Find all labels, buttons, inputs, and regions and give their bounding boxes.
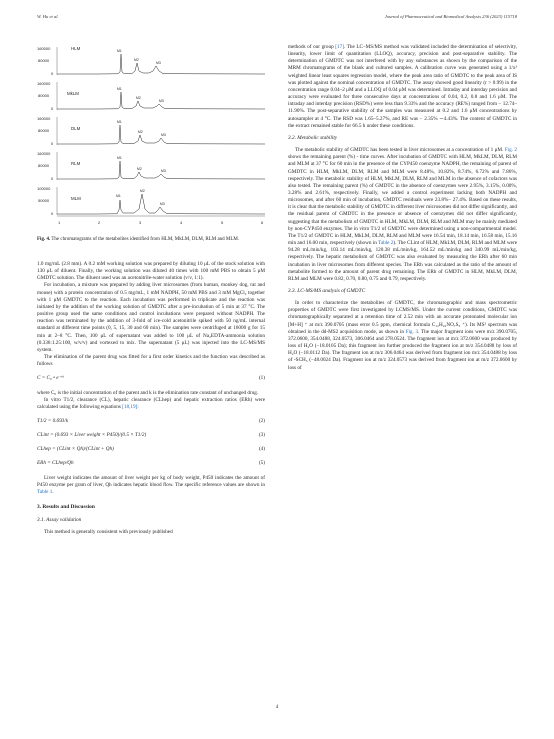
ytick: 0	[51, 106, 54, 111]
paragraph: In vitro T1/2, clearance (CL), hepatic clearance (CLhep) and hepatic extraction ratios (ERh) were calculated using the following equations [18,19]:	[37, 396, 265, 410]
peak-label: M1	[117, 49, 122, 53]
panel-hlm	[37, 46, 265, 76]
subsection-heading: 3.1. Assay validation	[37, 517, 82, 524]
x-axis-ticks	[58, 220, 264, 225]
ytick: 80000	[38, 163, 50, 168]
subsection-heading: 3.3. LC-MS/MS analysis of GMDTC	[288, 288, 366, 294]
ytick: 160000	[37, 151, 51, 156]
panel-label: MLM	[71, 196, 81, 201]
paragraph: This method is generally consistent with previously published	[44, 529, 173, 536]
table-link[interactable]: Table 1	[37, 488, 53, 495]
ytick: 80000	[38, 93, 50, 98]
equation-2: T1/2 = 0.693/k (2)	[37, 417, 265, 424]
citation-link[interactable]: [18,19]	[122, 403, 138, 410]
peak-label: M2	[134, 58, 139, 62]
peak-label: M1	[117, 120, 122, 124]
page-number: 4	[275, 705, 279, 710]
peak-label: M1	[117, 87, 122, 91]
paragraph: Liver weight indicates the amount of liver weight per kg of body weight, P450 indicates the amount of P450 enzyme per gram of liver, Qh indicates hepatic blood flow. The specific reference values are shown in Table 1.	[37, 474, 265, 495]
panel-label: HLM	[71, 46, 81, 51]
peak-label: M2	[138, 130, 143, 134]
peak-label: M3	[159, 99, 164, 103]
peak-label: M3	[161, 169, 166, 173]
xtick: 6	[261, 220, 264, 225]
panel-dlm	[37, 116, 265, 146]
paragraph: The metabolic stability of GMDTC has been tested in liver microsomes at a concentration of 1 μM. Fig. 2 shows the remaining parent (%) - time curves. After incubation of GMDTC with HLM, MkLM, DLM, RLM and MLM at 37 °C for 60 min in the presence of the CYP450 coenzyme NADPH, the remaining of parent of GMDTC in HLM, MkLM, DLM, RLM and MLM were 8.48%, 10.82%, 8.74%, 6.72% and 7.86%, respectively. The metabolic stability of HLM, MkLM, DLM, RLM and MLM in the absence of cofactors was also tested. The remaining parent (%) of GMDTC in the absence of coenzymes were 2.95%, 3.15%, 0.00%, 3.28% and 2.61%, respectively. Finally, we added a control experiment lacking both NADPH and microsomes, and after 60 min of incubation, GMDTC residuals were 23.8%− 27.4%. Based on these results, it is clear that the metabolic stability of GMDTC in different liver microsomes did not differ significantly, and the residual parent of GMDTC in the presence or absence of coenzymes did not differ significantly, suggesting that the metabolism of GMDTC in HLM, MkLM, DLM, RLM and MLM may be mainly mediated by non-CYP450 enzymes. The in vitro T1/2 of GMDTC were determined using a non-compartmental model. The T1/2 of GMDTC in HLM, MkLM, DLM, RLM and MLM were 16.54 min, 18.14 min, 16.58 min, 15.16 min and 16.00 min, respectively (shown in Table 2). The CLint of HLM, MkLM, DLM, RLM and MLM were 94.28 mL/min/kg, 103.14 mL/min/kg, 120.38 mL/min/kg, 164.52 mL/min/kg and 340.99 mL/min/kg, respectively. The hepatic metabolism of GMDTC was also evaluated by measuring the ERh after 60 min incubation in liver microsomes from different species. The ERh was calculated as the ratio of the amount of metabolite formed to the amount of parent drug remaining. The ERh of GMDTC in HLM, MkLM, DLM, RLM and MLM were 0.82, 0.70, 0.80, 0.75 and 0.79, respectively.	[288, 147, 518, 282]
chromatogram-figure	[37, 44, 267, 232]
xtick: 5	[221, 220, 224, 225]
equation-4: CLhep = (CLint × Qh)/(CLint + Qh) (4)	[37, 446, 265, 453]
paragraph: methods of our group [17]. The LC–MS/MS method was validated included the determination of selectivity, linearity, lower limit of quantitation (LLOQ), accuracy, precision and post-separative stability. The determination of GMDTC was not interfered with by any substances as shown by the comparison of the MRM chromatograms of the blank and cultured samples. A calibration curve was generated using a 1/x² weighted linear least squares regression model, where the peak area ratio of GMDTC to the peak area of IS was plotted against the nominal concentration of GMDTC. The assay showed good linearity (r > 0.99) in the concentration range 0.04–2 μM and a LLOQ of 0.04 μM was determined. Intraday and interday precision and accuracy were evaluated for three consecutive days at concentrations of 0.04, 0.2, 0.8 and 1.6 μM. The intraday and interday precision (RSD%) were less than 9.33% and the accuracy (RE%) ranged from − 12.74–11.90%. The post-separative stability of the samples was measured at 0.2 and 1.6 μM concentrations by autosampler at 4 °C. The RSD was 1.65–5.27%, and RE was − 2.35% ∼4.43%. The content of GMDTC in the extract remained stable for 66.5 h under these conditions.	[288, 44, 517, 129]
peak-label: M2	[137, 167, 142, 171]
figure-link[interactable]: Fig. 3	[405, 328, 419, 335]
equation-5: ERh = CLhep/Qh (5)	[37, 460, 265, 467]
running-header-authors: W. Hu et al.	[37, 14, 59, 19]
paragraph: where C₀ is the initial concentration of the parent and k is the elimination rate constant of unchanged drug.	[37, 389, 259, 396]
panel-mklm	[37, 81, 265, 111]
peak-label: M2	[136, 96, 141, 100]
ytick: 160000	[37, 81, 51, 86]
panel-mlm	[37, 186, 265, 216]
panel-label: MkLM	[67, 91, 79, 96]
ytick: 80000	[38, 58, 50, 63]
equation-1: C = C₀ • e⁻ᵏᵗ (1)	[37, 375, 265, 382]
section-heading: 3. Results and Discussion	[37, 504, 95, 511]
paragraph: The elimination of the parent drug was fitted for a first order kinetics and the function was described as follows	[37, 354, 265, 368]
caption-label: Fig. 4.	[37, 237, 51, 242]
peak-label: M1	[117, 156, 122, 160]
peak-label: M3	[156, 61, 161, 65]
ytick: 100000	[37, 186, 51, 191]
paragraph: 1.0 mg/mL (2.8 mm). A 0.2 mM working solution was prepared by diluting 10 μL of the stock solution with 130 μL of diluent. Finally, the working solution was diluted 40 times with 100 mM PBS to obtain 5 μM GMDTC solution. The diluent used was an acetonitrile-water solution (v/v, 1:1).	[37, 261, 265, 282]
paragraph: For incubation, a mixture was prepared by adding liver microsomes (from human, monkey dog, rat and mouse) with a protein concentration of 0.5 mg/mL, 1 mM NADPH, 50 mM PBS and 3 mM MgCl₂ together with 1 μM GMDTC to the reaction. Each incubation was performed in triplicate and the reaction was initiated by the addition of the working solution of GMDTC after a pre-incubation of 5 min at 37 °C. The positive group used the same conditions and control incubations were prepared without NADPH. The reaction was terminated by the addition of 3-fold of ice-cold acetonitrile spiked with 50 ng/mL internal standard at different time points (0, 5, 15, 30 and 60 min). The samples were centrifuged at 16000 g for 15 min at 2–8 °C. Then, 100 μL of supernatant was added to 100 μL of Na₂EDTA-ammonia solution (0.336:1.25:100, w/v/v) and vortexed to mix. The supernatant (5 μL) was injected into the LC-MS/MS system.	[37, 282, 265, 353]
equation-3: CLint = (0.693 × Liver weight × P450)/(0.5 × T1/2) (3)	[37, 432, 265, 439]
table-link[interactable]: Table 2	[378, 240, 394, 247]
peak-label: M2	[140, 189, 145, 193]
xtick: 2	[98, 220, 101, 225]
figure-caption	[37, 237, 265, 244]
running-header-journal: Journal of Pharmaceutical and Biomedical Analysis 236 (2023) 115718	[384, 14, 517, 19]
xtick: 1	[58, 220, 61, 225]
ytick: 80000	[38, 128, 50, 133]
peak-label: M1	[116, 194, 121, 198]
caption-text: The chromatograms of the metabolites identified from HLM, MkLM, DLM, RLM and MLM.	[50, 237, 240, 242]
ytick: 160000	[37, 46, 51, 51]
ytick: 160000	[37, 116, 51, 121]
paragraph: In order to characterize the metabolites of GMDTC, the chromatographic and mass spectrometric properties of GMDTC were first investigated by LCMS/MS. Under the current conditions, GMDTC was chromatographically separated at a retention time of 2.52 min with an accurate protonated molecular ion [M+H] ⁺ at m/z 390.0705 (mass error 0.5 ppm, chemical formula C₁₂H₂₄NO₇S₃ ⁺). Its MS² spectrum was obtained in the dd-MS2 acquisition mode, as shown in Fig. 3. The major fragment ions were m/z 390.0705, 372.0600, 354.0488, 324.0573, 306.0464 and 278.0524. The fragment ion at m/z 372.0600 was produced by loss of H₂O (−18.0105 Da); this fragment ion further produced the fragment ion at m/z 354.0488 by loss of H₂O (−18.0112 Da). The fragment ion at m/z 306.0464 was derived from fragment ion m/z 354.0488 by loss of -SCH₃ (−48.0024 Da). Fragment ion at m/z 324.0573 was derived from fragment ion at m/z 372.0600 by loss of	[288, 300, 517, 371]
panel-rlm	[37, 151, 265, 181]
ytick: 0	[51, 211, 54, 216]
xtick: 4	[180, 220, 183, 225]
xtick: 3	[139, 220, 142, 225]
peak-label: M3	[160, 202, 165, 206]
ytick: 0	[51, 176, 54, 181]
ytick: 50000	[38, 198, 50, 203]
ytick: 0	[51, 141, 54, 146]
figure-link[interactable]: Fig. 2	[504, 147, 517, 154]
ytick: 0	[51, 71, 54, 76]
citation-link[interactable]: [17]	[335, 44, 344, 50]
subsection-heading: 3.2. Metabolic stability	[288, 134, 338, 141]
left-column	[37, 261, 265, 537]
right-column	[288, 44, 517, 372]
panel-label: RLM	[71, 161, 81, 166]
peak-label: M3	[161, 133, 166, 137]
panel-label: DLM	[71, 126, 81, 131]
